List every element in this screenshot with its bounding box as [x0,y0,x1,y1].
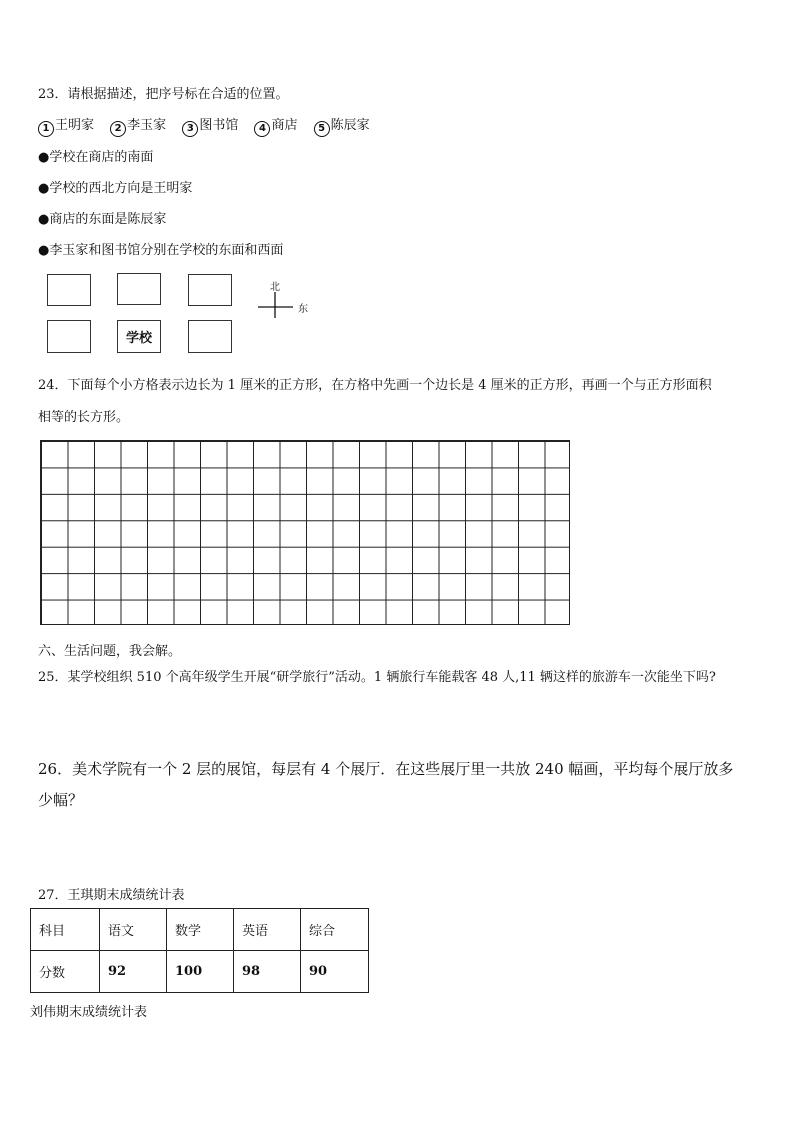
table-cell: 英语 [234,909,301,951]
circled-number-icon: 5 [314,121,330,137]
table-cell: 分数 [31,951,100,993]
option-3: 3 图书馆 [182,118,238,133]
table-header-row [31,909,369,951]
q23-clue-1: ●学校在商店的南面 [38,150,154,165]
table-cell: 语文 [100,909,167,951]
table-cell: 100 [167,951,234,993]
option-5: 5 陈辰家 [314,118,370,133]
q23-options [38,114,382,137]
q27-title: 27．王琪期末成绩统计表 [38,888,185,903]
compass-east: 东 [298,304,308,315]
table-row [31,951,369,993]
q24-line-2: 相等的长方形。 [38,410,130,425]
q23-clue-2: ●学校的西北方向是王明家 [38,181,193,196]
table-cell: 98 [234,951,301,993]
q26-line-2: 少幅？ [38,791,84,809]
table-cell: 92 [100,951,167,993]
q23-title: 23．请根据描述，把序号标在合适的位置。 [38,87,289,102]
q24-line-1: 24．下面每个小方格表示边长为 1 厘米的正方形，在方格中先画一个边长是 4 厘米的正方形，再画一个与正方形面积 [38,378,712,393]
map-box-top-right [188,274,232,306]
map-box-school [117,320,161,353]
circled-number-icon: 1 [38,121,54,137]
q25-text: 25．某学校组织 510 个高年级学生开展“研学旅行”活动。1 辆旅行车能载客 48 人,11 辆这样的旅游车一次能坐下吗? [38,670,716,685]
map-box-top-middle [117,273,161,305]
map-box-top-left [47,274,91,306]
school-label: 学校 [125,331,152,346]
section-6-title: 六、生活问题，我会解。 [38,644,182,659]
q23-clue-3: ●商店的东面是陈辰家 [38,212,167,227]
table-cell: 综合 [301,909,369,951]
map-box-bottom-left [47,320,91,353]
table-cell: 90 [301,951,369,993]
circled-number-icon: 4 [254,121,270,137]
circled-number-icon: 3 [182,121,198,137]
q23-clue-4: ●李玉家和图书馆分别在学校的东面和西面 [38,243,284,258]
table-cell: 数学 [167,909,234,951]
next-table-title: 刘伟期末成绩统计表 [30,1005,148,1020]
compass [255,282,315,322]
compass-north: 北 [270,282,280,293]
option-2: 2 李玉家 [110,118,166,133]
circled-number-icon: 2 [110,121,126,137]
option-1: 1 王明家 [38,118,94,133]
score-table [30,908,369,993]
table-cell: 科目 [31,909,100,951]
map-box-bottom-right [188,320,232,353]
option-4: 4 商店 [254,118,297,133]
q26-line-1: 26．美术学院有一个 2 层的展馆，每层有 4 个展厅．在这些展厅里一共放 240 幅画，平均每个展厅放多 [38,760,734,778]
square-grid[interactable] [40,440,570,625]
